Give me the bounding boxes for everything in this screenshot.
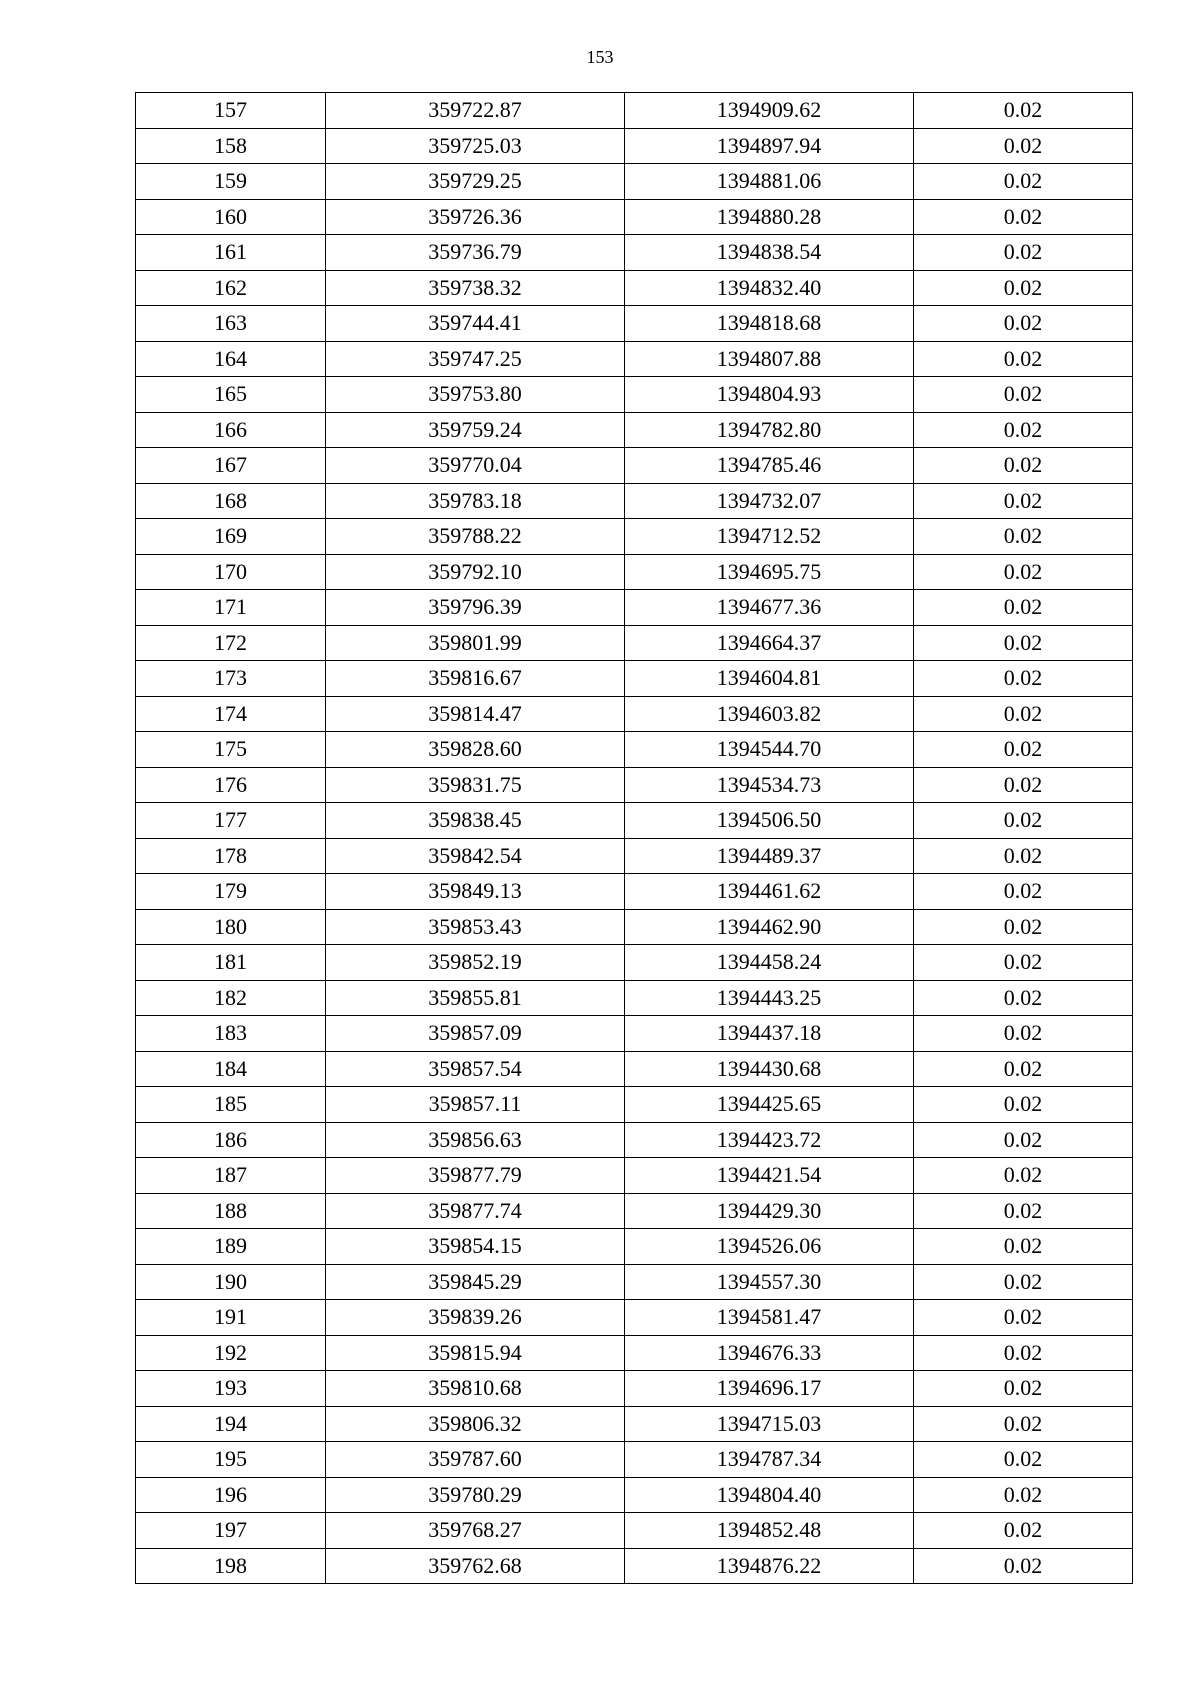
point-number-cell: 193 <box>136 1371 326 1407</box>
y-coordinate-cell: 1394544.70 <box>625 732 914 768</box>
y-coordinate-cell: 1394818.68 <box>625 306 914 342</box>
y-coordinate-cell: 1394695.75 <box>625 554 914 590</box>
error-value-cell: 0.02 <box>914 164 1133 200</box>
y-coordinate-cell: 1394676.33 <box>625 1335 914 1371</box>
point-number-cell: 170 <box>136 554 326 590</box>
error-value-cell: 0.02 <box>914 1335 1133 1371</box>
table-row <box>136 1193 1133 1229</box>
point-number-cell: 173 <box>136 661 326 697</box>
x-coordinate-cell: 359788.22 <box>326 519 625 555</box>
error-value-cell: 0.02 <box>914 377 1133 413</box>
error-value-cell: 0.02 <box>914 341 1133 377</box>
point-number-cell: 183 <box>136 1016 326 1052</box>
error-value-cell: 0.02 <box>914 874 1133 910</box>
x-coordinate-cell: 359849.13 <box>326 874 625 910</box>
x-coordinate-cell: 359726.36 <box>326 199 625 235</box>
x-coordinate-cell: 359806.32 <box>326 1406 625 1442</box>
y-coordinate-cell: 1394443.25 <box>625 980 914 1016</box>
error-value-cell: 0.02 <box>914 1193 1133 1229</box>
error-value-cell: 0.02 <box>914 909 1133 945</box>
point-number-cell: 179 <box>136 874 326 910</box>
point-number-cell: 186 <box>136 1122 326 1158</box>
point-number-cell: 190 <box>136 1264 326 1300</box>
y-coordinate-cell: 1394581.47 <box>625 1300 914 1336</box>
y-coordinate-cell: 1394832.40 <box>625 270 914 306</box>
point-number-cell: 157 <box>136 93 326 129</box>
point-number-cell: 165 <box>136 377 326 413</box>
y-coordinate-cell: 1394421.54 <box>625 1158 914 1194</box>
error-value-cell: 0.02 <box>914 838 1133 874</box>
point-number-cell: 189 <box>136 1229 326 1265</box>
table-row <box>136 1087 1133 1123</box>
y-coordinate-cell: 1394557.30 <box>625 1264 914 1300</box>
x-coordinate-cell: 359857.09 <box>326 1016 625 1052</box>
y-coordinate-cell: 1394664.37 <box>625 625 914 661</box>
error-value-cell: 0.02 <box>914 483 1133 519</box>
point-number-cell: 169 <box>136 519 326 555</box>
error-value-cell: 0.02 <box>914 1158 1133 1194</box>
x-coordinate-cell: 359738.32 <box>326 270 625 306</box>
table-row <box>136 1548 1133 1584</box>
y-coordinate-cell: 1394715.03 <box>625 1406 914 1442</box>
x-coordinate-cell: 359725.03 <box>326 128 625 164</box>
error-value-cell: 0.02 <box>914 1513 1133 1549</box>
y-coordinate-cell: 1394430.68 <box>625 1051 914 1087</box>
y-coordinate-cell: 1394534.73 <box>625 767 914 803</box>
x-coordinate-cell: 359780.29 <box>326 1477 625 1513</box>
point-number-cell: 160 <box>136 199 326 235</box>
table-row <box>136 945 1133 981</box>
table-row <box>136 1300 1133 1336</box>
point-number-cell: 185 <box>136 1087 326 1123</box>
point-number-cell: 182 <box>136 980 326 1016</box>
point-number-cell: 177 <box>136 803 326 839</box>
y-coordinate-cell: 1394461.62 <box>625 874 914 910</box>
error-value-cell: 0.02 <box>914 1264 1133 1300</box>
y-coordinate-cell: 1394852.48 <box>625 1513 914 1549</box>
point-number-cell: 191 <box>136 1300 326 1336</box>
error-value-cell: 0.02 <box>914 199 1133 235</box>
table-row <box>136 1051 1133 1087</box>
y-coordinate-cell: 1394458.24 <box>625 945 914 981</box>
table-row <box>136 341 1133 377</box>
table-body <box>136 93 1133 1584</box>
x-coordinate-cell: 359747.25 <box>326 341 625 377</box>
error-value-cell: 0.02 <box>914 128 1133 164</box>
table-row <box>136 661 1133 697</box>
y-coordinate-cell: 1394782.80 <box>625 412 914 448</box>
error-value-cell: 0.02 <box>914 235 1133 271</box>
x-coordinate-cell: 359828.60 <box>326 732 625 768</box>
table-row <box>136 412 1133 448</box>
table-row <box>136 1158 1133 1194</box>
x-coordinate-cell: 359768.27 <box>326 1513 625 1549</box>
x-coordinate-cell: 359877.79 <box>326 1158 625 1194</box>
x-coordinate-cell: 359838.45 <box>326 803 625 839</box>
error-value-cell: 0.02 <box>914 1051 1133 1087</box>
table-row <box>136 199 1133 235</box>
y-coordinate-cell: 1394506.50 <box>625 803 914 839</box>
y-coordinate-cell: 1394897.94 <box>625 128 914 164</box>
error-value-cell: 0.02 <box>914 1229 1133 1265</box>
error-value-cell: 0.02 <box>914 696 1133 732</box>
x-coordinate-cell: 359796.39 <box>326 590 625 626</box>
point-number-cell: 166 <box>136 412 326 448</box>
x-coordinate-cell: 359845.29 <box>326 1264 625 1300</box>
y-coordinate-cell: 1394838.54 <box>625 235 914 271</box>
error-value-cell: 0.02 <box>914 554 1133 590</box>
point-number-cell: 158 <box>136 128 326 164</box>
x-coordinate-cell: 359842.54 <box>326 838 625 874</box>
point-number-cell: 197 <box>136 1513 326 1549</box>
table-row <box>136 696 1133 732</box>
error-value-cell: 0.02 <box>914 1300 1133 1336</box>
table-row <box>136 1229 1133 1265</box>
error-value-cell: 0.02 <box>914 732 1133 768</box>
point-number-cell: 174 <box>136 696 326 732</box>
error-value-cell: 0.02 <box>914 1406 1133 1442</box>
y-coordinate-cell: 1394462.90 <box>625 909 914 945</box>
y-coordinate-cell: 1394807.88 <box>625 341 914 377</box>
error-value-cell: 0.02 <box>914 767 1133 803</box>
x-coordinate-cell: 359787.60 <box>326 1442 625 1478</box>
table-row <box>136 803 1133 839</box>
y-coordinate-cell: 1394880.28 <box>625 199 914 235</box>
x-coordinate-cell: 359762.68 <box>326 1548 625 1584</box>
error-value-cell: 0.02 <box>914 803 1133 839</box>
y-coordinate-cell: 1394437.18 <box>625 1016 914 1052</box>
point-number-cell: 163 <box>136 306 326 342</box>
error-value-cell: 0.02 <box>914 1442 1133 1478</box>
y-coordinate-cell: 1394712.52 <box>625 519 914 555</box>
x-coordinate-cell: 359729.25 <box>326 164 625 200</box>
point-number-cell: 181 <box>136 945 326 981</box>
table-row <box>136 1477 1133 1513</box>
y-coordinate-cell: 1394909.62 <box>625 93 914 129</box>
table-row <box>136 909 1133 945</box>
table-row <box>136 1264 1133 1300</box>
table-row <box>136 554 1133 590</box>
y-coordinate-cell: 1394603.82 <box>625 696 914 732</box>
point-number-cell: 194 <box>136 1406 326 1442</box>
x-coordinate-cell: 359744.41 <box>326 306 625 342</box>
y-coordinate-cell: 1394804.93 <box>625 377 914 413</box>
error-value-cell: 0.02 <box>914 1477 1133 1513</box>
point-number-cell: 180 <box>136 909 326 945</box>
x-coordinate-cell: 359736.79 <box>326 235 625 271</box>
table-row <box>136 1122 1133 1158</box>
table-row <box>136 1371 1133 1407</box>
point-number-cell: 188 <box>136 1193 326 1229</box>
x-coordinate-cell: 359770.04 <box>326 448 625 484</box>
point-number-cell: 172 <box>136 625 326 661</box>
point-number-cell: 176 <box>136 767 326 803</box>
point-number-cell: 168 <box>136 483 326 519</box>
table-row <box>136 1513 1133 1549</box>
y-coordinate-cell: 1394425.65 <box>625 1087 914 1123</box>
table-row <box>136 732 1133 768</box>
point-number-cell: 192 <box>136 1335 326 1371</box>
error-value-cell: 0.02 <box>914 93 1133 129</box>
x-coordinate-cell: 359855.81 <box>326 980 625 1016</box>
error-value-cell: 0.02 <box>914 270 1133 306</box>
x-coordinate-cell: 359816.67 <box>326 661 625 697</box>
y-coordinate-cell: 1394787.34 <box>625 1442 914 1478</box>
table-row <box>136 767 1133 803</box>
error-value-cell: 0.02 <box>914 1016 1133 1052</box>
table-row <box>136 270 1133 306</box>
table-row <box>136 874 1133 910</box>
y-coordinate-cell: 1394785.46 <box>625 448 914 484</box>
error-value-cell: 0.02 <box>914 306 1133 342</box>
table-row <box>136 377 1133 413</box>
x-coordinate-cell: 359857.54 <box>326 1051 625 1087</box>
error-value-cell: 0.02 <box>914 412 1133 448</box>
point-number-cell: 175 <box>136 732 326 768</box>
table-row <box>136 1016 1133 1052</box>
point-number-cell: 198 <box>136 1548 326 1584</box>
y-coordinate-cell: 1394696.17 <box>625 1371 914 1407</box>
point-number-cell: 167 <box>136 448 326 484</box>
x-coordinate-cell: 359815.94 <box>326 1335 625 1371</box>
error-value-cell: 0.02 <box>914 661 1133 697</box>
point-number-cell: 178 <box>136 838 326 874</box>
error-value-cell: 0.02 <box>914 625 1133 661</box>
error-value-cell: 0.02 <box>914 980 1133 1016</box>
x-coordinate-cell: 359854.15 <box>326 1229 625 1265</box>
x-coordinate-cell: 359722.87 <box>326 93 625 129</box>
table-row <box>136 625 1133 661</box>
y-coordinate-cell: 1394804.40 <box>625 1477 914 1513</box>
point-number-cell: 171 <box>136 590 326 626</box>
error-value-cell: 0.02 <box>914 590 1133 626</box>
x-coordinate-cell: 359856.63 <box>326 1122 625 1158</box>
point-number-cell: 184 <box>136 1051 326 1087</box>
error-value-cell: 0.02 <box>914 1548 1133 1584</box>
page-number: 153 <box>586 47 614 67</box>
table-row <box>136 306 1133 342</box>
x-coordinate-cell: 359857.11 <box>326 1087 625 1123</box>
table-row <box>136 590 1133 626</box>
error-value-cell: 0.02 <box>914 1087 1133 1123</box>
error-value-cell: 0.02 <box>914 448 1133 484</box>
x-coordinate-cell: 359853.43 <box>326 909 625 945</box>
x-coordinate-cell: 359814.47 <box>326 696 625 732</box>
y-coordinate-cell: 1394604.81 <box>625 661 914 697</box>
x-coordinate-cell: 359852.19 <box>326 945 625 981</box>
table-row <box>136 838 1133 874</box>
table-row <box>136 519 1133 555</box>
y-coordinate-cell: 1394876.22 <box>625 1548 914 1584</box>
table-row <box>136 1406 1133 1442</box>
table-row <box>136 128 1133 164</box>
table-row <box>136 448 1133 484</box>
point-number-cell: 162 <box>136 270 326 306</box>
point-number-cell: 187 <box>136 1158 326 1194</box>
y-coordinate-cell: 1394881.06 <box>625 164 914 200</box>
error-value-cell: 0.02 <box>914 1122 1133 1158</box>
table-row <box>136 93 1133 129</box>
error-value-cell: 0.02 <box>914 945 1133 981</box>
x-coordinate-cell: 359753.80 <box>326 377 625 413</box>
table-row <box>136 164 1133 200</box>
y-coordinate-cell: 1394677.36 <box>625 590 914 626</box>
point-number-cell: 164 <box>136 341 326 377</box>
table-row <box>136 1442 1133 1478</box>
x-coordinate-cell: 359877.74 <box>326 1193 625 1229</box>
point-number-cell: 195 <box>136 1442 326 1478</box>
y-coordinate-cell: 1394526.06 <box>625 1229 914 1265</box>
x-coordinate-cell: 359759.24 <box>326 412 625 448</box>
y-coordinate-cell: 1394489.37 <box>625 838 914 874</box>
table-row <box>136 235 1133 271</box>
x-coordinate-cell: 359831.75 <box>326 767 625 803</box>
x-coordinate-cell: 359810.68 <box>326 1371 625 1407</box>
x-coordinate-cell: 359783.18 <box>326 483 625 519</box>
y-coordinate-cell: 1394423.72 <box>625 1122 914 1158</box>
y-coordinate-cell: 1394429.30 <box>625 1193 914 1229</box>
y-coordinate-cell: 1394732.07 <box>625 483 914 519</box>
x-coordinate-cell: 359839.26 <box>326 1300 625 1336</box>
x-coordinate-cell: 359801.99 <box>326 625 625 661</box>
point-number-cell: 196 <box>136 1477 326 1513</box>
table-row <box>136 1335 1133 1371</box>
point-number-cell: 161 <box>136 235 326 271</box>
table-row <box>136 980 1133 1016</box>
error-value-cell: 0.02 <box>914 519 1133 555</box>
x-coordinate-cell: 359792.10 <box>326 554 625 590</box>
error-value-cell: 0.02 <box>914 1371 1133 1407</box>
point-number-cell: 159 <box>136 164 326 200</box>
coordinates-table <box>135 92 1133 1584</box>
table-row <box>136 483 1133 519</box>
